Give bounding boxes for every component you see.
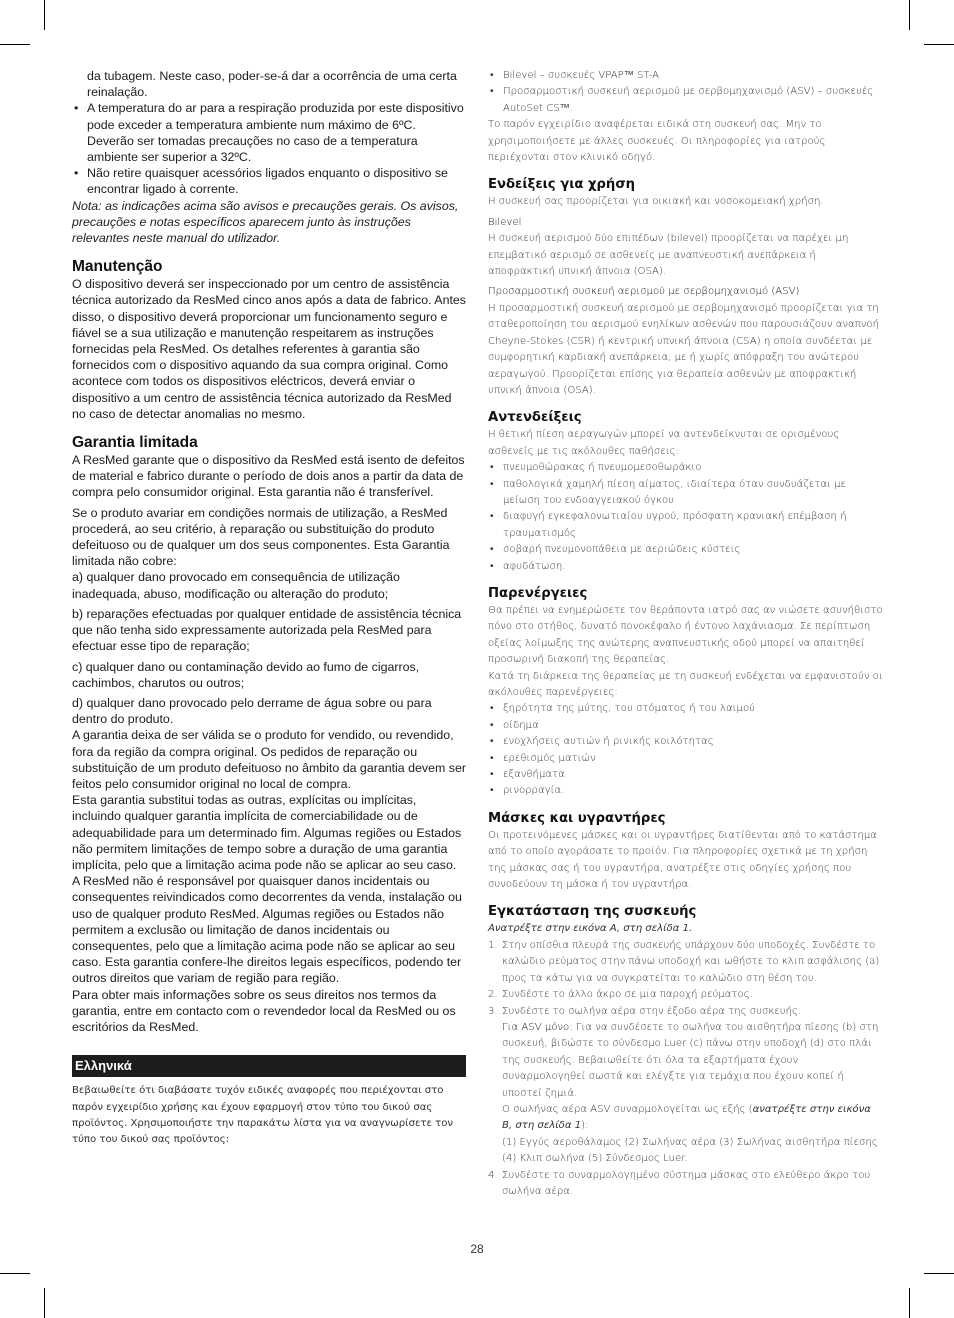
side-effects-text: Κατά τη διάρκεια της θεραπείας με τη συσκευή ενδέχεται να εμφανιστούν οι ακόλουθες παρενέργειες: (488, 670, 883, 698)
crop-mark (0, 44, 30, 45)
crop-mark (0, 1273, 30, 1274)
warranty-paragraph: A garantia deixa de ser válida se o produto for vendido, ou revendido, fora da região da compra original. Os pedidos de reparação ou substituição de um produto defeituoso no âmbito da garantia devem ser feitos pelo consumidor original no local de compra. (72, 728, 466, 791)
continued-paragraph: da tubagem. Neste caso, poder-se-á dar a ocorrência de uma certa reinalação. (87, 69, 457, 100)
device-note: Το παρόν εγχειρίδιο αναφέρεται ειδικά στη συσκευή σας. Μην το χρησιμοποιήσετε με άλλες συσκευές. Οι πληροφορίες για ιατρούς περιέχονται στον κλινικό οδηγό. (488, 119, 826, 164)
setup-step (488, 1004, 884, 1168)
step-number: 3. (488, 1005, 498, 1017)
maintenance-heading: Manutenção (72, 258, 163, 276)
greek-intro-text: Βεβαιωθείτε ότι διαβάσατε τυχόν ειδικές αναφορές που περιέχονται στο παρόν εγχειρίδιο χρήσης και έχουν εφαρμογή στον τύπο του δικού σας προϊόντος. Χρησιμοποιήστε την παρακάτω λίστα για να αναγνωρίσετε τον τύπο του δικού σας προϊόντος: (72, 1085, 454, 1146)
setup-step (488, 938, 884, 987)
list-item: • Προσαρμοστική συσκευή αερισμού με σερβομηχανισμό (ASV) – συσκευές AutoSet CS™. (488, 84, 884, 117)
side-effects-list (488, 701, 884, 799)
step-text: Στην οπίσθια πλευρά της συσκευής υπάρχουν δύο υποδοχές. Συνδέστε το καλώδιο ρεύματος στην πάνω υποδοχή και ωθήστε το κλιπ ασφάλισης (a) προς τα κάτω για να συγκρατείται το καλώδιο στη θέση του. (502, 939, 880, 984)
left-column (72, 68, 466, 1149)
crop-mark (909, 0, 910, 30)
contraindications-heading: Αντενδείξεις (488, 410, 582, 426)
list-item: • πνευμοθώρακας ή πνευμομεσοθωράκιο (488, 460, 884, 476)
bilevel-text: Η συσκευή αερισμού δύο επιπέδων (bilevel) προορίζεται να παρέχει μη επεμβατικό αερισμό σε ασθενείς με αναπνευστική ανεπάρκεια ή αποφρακτική υπνική άπνοια (OSA). (488, 233, 849, 278)
note-label: Nota: (72, 198, 102, 213)
setup-step (488, 987, 884, 1003)
step-number: 2. (488, 989, 498, 1001)
contraindications-text: Η θετική πίεση αεραγωγών μπορεί να αντενδείκνυται σε ορισμένους ασθενείς με τις ακόλουθες παθήσεις: (488, 429, 840, 457)
list-item: • ενοχλήσεις αυτιών ή ρινικής κοιλότητας (488, 734, 884, 750)
language-section-bar: Ελληνικά (72, 1055, 466, 1077)
masks-heading: Μάσκες και υγραντήρες (488, 810, 666, 826)
crop-mark (924, 44, 954, 45)
warranty-paragraph: Esta garantia substitui todas as outras, explícitas ou implícitas, incluindo qualquer garantia implícita de comerciabilidade ou de adequabilidade para um determinado fim. Algumas regiões ou Estados não permitem limitações de tempo sobre a duração de uma garantia implícita, pelo que a limitação acima pode não se aplicar ao seu caso. (72, 793, 462, 872)
crop-mark (909, 1288, 910, 1318)
asv-tube-ref: ανατρέξτε στην εικόνα B, στη σελίδα 1 (502, 1103, 871, 1132)
side-effects-heading: Παρενέργειες (488, 585, 588, 601)
step-text: Συνδέστε το σωλήνα αέρα στην έξοδο αέρα της συσκευής. (502, 1005, 802, 1017)
warranty-paragraph: c) qualquer dano ou contaminação devido ao fumo de cigarros, cachimbos, charutos ou outros; (72, 659, 420, 690)
side-effects-text: Θα πρέπει να ενημερώσετε τον θεράποντα ιατρό σας αν νιώσετε ασυνήθιστο πόνο στο στήθος, δυνατό πονοκέφαλο ή έντονο λαχάνιασμα. Σε περίπτωση οξείας λοίμωξης της ανώτερης αναπνευστικής οδού μπορεί να απαιτηθεί προσωρινή διακοπή της θεραπείας. (488, 604, 883, 666)
asv-parts-list: (1) Εγγύς αεροθάλαμος (2) Σωλήνας αέρα (3) Σωλήνας αισθητήρα πίεσης (4) Κλιπ σωλήνα (5) Σύνδεσμος Luer. (502, 1136, 878, 1165)
right-column (488, 68, 884, 1200)
page-number: 28 (470, 1242, 484, 1256)
warranty-paragraph: b) reparações efectuadas por qualquer entidade de assistência técnica que não tenha sido expressamente autorizada pela ResMed para efectuar esse tipo de reparação; (72, 606, 462, 654)
crop-mark (924, 1273, 954, 1274)
setup-step (488, 1168, 884, 1201)
list-item: • παθολογικά χαμηλή πίεση αίματος, ιδιαίτερα όταν συνδυάζεται με μείωση του ενδοαγγειακού όγκου (488, 477, 884, 510)
warranty-paragraph: Se o produto avariar em condições normais de utilização, a ResMed procederá, ao seu critério, à reparação ou substituição do produto defeituoso ou de qualquer um dos seus componentes. Esta Garantia limitada não cobre: (72, 505, 450, 569)
asv-subheading: Προσαρμοστική συσκευή αερισμού με σερβομηχανισμό (ASV) (488, 286, 800, 298)
maintenance-text: O dispositivo deverá ser inspeccionado por um centro de assistência técnica autorizado da ResMed cinco anos após a data de fabrico. Antes disso, o dispositivo deverá proporcionar um funcionamento seguro e fiável se a sua utilização e manutenção respeitarem as instruções fornecidas pela ResMed. Os detalhes referentes à garantia são fornecidos com o dispositivo aquando da sua compra original. Como acontece com todos os dispositivos eléctricos, deverá enviar o dispositivo a um centro de assistência técnica autorizado da ResMed no caso de detectar anomalias no mesmo. (72, 277, 466, 421)
warranty-paragraph: Para obter mais informações sobre os seus direitos nos termos da garantia, entre em contacto com o revendedor local da ResMed ou os escritórios da ResMed. (72, 987, 456, 1034)
masks-text: Οι προτεινόμενες μάσκες και οι υγραντήρες διατίθενται από το κατάστημα από το οποίο αγοράσατε το προϊόν. Για πληροφορίες σχετικά με τη χρήση της μάσκας σας ή του υγραντήρα, ανατρέξτε στις οδηγίες χρήσης που συνοδεύουν τη μάσκα ή τον υγραντήρα. (488, 829, 877, 891)
asv-only-note (502, 1020, 884, 1102)
asv-text: Η προσαρμοστική συσκευή αερισμού με σερβομηχανισμό προορίζεται για τη σταθεροποίηση του αερισμού ενηλίκων ασθενών που παρουσιάζουν αναπνοή Cheyne-Stokes (CSR) ή κεντρική υπνική άπνοια (CSA) η οποία συνδέεται με συμφορητική καρδιακή ανεπάρκεια, με ή χωρίς απόφραξη του ανώτερου αεραγωγού. Προορίζεται επίσης για θεραπεία ασθενών με αποφρακτική υπνική άπνοια (OSA). (488, 302, 879, 396)
step-text: Συνδέστε το άλλο άκρο σε μια παροχή ρεύματος. (502, 989, 753, 1001)
contraindications-list (488, 460, 884, 575)
device-list (488, 68, 884, 117)
warranty-paragraph: A ResMed não é responsável por quaisquer danos incidentais ou consequentes reivindicados como decorrentes da venda, instalação ou uso de qualquer produto ResMed. Algumas regiões ou Estados não permitem a exclusão ou limitação de danos incidentais ou consequentes, pelo que a limitação acima pode não se aplicar ao seu caso. Esta garantia confere-lhe direitos legais específicos, podendo ter outros direitos que variam de região para região. (72, 874, 462, 986)
list-item: • Bilevel – συσκευές VPAP™ ST-A (488, 68, 884, 84)
note (72, 198, 466, 247)
warranty-paragraph: A ResMed garante que o dispositivo da ResMed está isento de defeitos de material e fabrico durante o período de dois anos a partir da data de compra pelo consumidor original. Esta garantia não é transferível. (72, 453, 465, 500)
list-item: • οίδημα (488, 718, 884, 734)
step-number: 4. (488, 1169, 498, 1181)
list-item: • A temperatura do ar para a respiração produzida por este dispositivo pode exceder a temperatura ambiente num máximo de 6ºC. Deverão ser tomadas precauções no caso de a temperatura ambiente ser superior a 32ºC. (72, 100, 466, 165)
list-item: • ξηρότητα της μύτης, του στόματος ή του λαιμού (488, 701, 884, 717)
asv-tube-end: ): (581, 1120, 589, 1132)
list-item: • ρινορραγία. (488, 783, 884, 799)
crop-mark (44, 1288, 45, 1318)
asv-only-text: Για να συνδέσετε το σωλήνα του αισθητήρα πίεσης (b) στη συσκευή, βιδώστε το σύνδεσμο Luer (c) πάνω στην υποδοχή (d) στο πλάι της συσκευής. Βεβαιωθείτε ότι όλα τα εξαρτήματα έχουν συναρμολογηθεί σωστά και ελέγξτε για τεμάχια που έχουν κοπεί ή υποστεί ζημιά. (502, 1021, 879, 1099)
warning-list (72, 100, 466, 197)
list-item: • Não retire quaisquer acessórios ligados enquanto o dispositivo se encontrar ligado à corrente. (72, 165, 466, 197)
step-number: 1. (488, 939, 498, 951)
indications-text: Η συσκευή σας προορίζεται για οικιακή και νοσοκομειακή χρήση. (488, 196, 824, 208)
list-item: • σοβαρή πνευμονοπάθεια με αεριώδεις κύστεις (488, 542, 884, 558)
setup-heading: Εγκατάσταση της συσκευής (488, 904, 697, 920)
setup-figure-ref: Ανατρέξτε στην εικόνα A, στη σελίδα 1. (488, 923, 693, 935)
list-item: • διαφυγή εγκεφαλονωτιαίου υγρού, πρόσφατη κρανιακή επέμβαση ή τραυματισμός (488, 509, 884, 542)
bilevel-subheading: Bilevel (488, 216, 522, 228)
indications-heading: Ενδείξεις για χρήση (488, 177, 635, 193)
warranty-heading: Garantia limitada (72, 434, 198, 452)
warranty-paragraph: d) qualquer dano provocado pelo derrame de água sobre ou para dentro do produto. (72, 695, 432, 727)
warranty-paragraph: a) qualquer dano provocado em consequência de utilização inadequada, abuso, modificação ou alteração do produto; (72, 570, 400, 601)
list-item: • εξανθήματα (488, 767, 884, 783)
asv-only-label: Για ASV μόνο: (502, 1021, 573, 1033)
list-item: • αφυδάτωση. (488, 559, 884, 575)
list-item: • ερεθισμός ματιών (488, 751, 884, 767)
setup-steps (488, 938, 884, 1201)
crop-mark (44, 0, 45, 30)
step-text: Συνδέστε το συναρμολογημένο σύστημα μάσκας στο ελεύθερο άκρο του σωλήνα αέρα. (502, 1169, 871, 1197)
asv-tube-text: Ο σωλήνας αέρα ASV συναρμολογείται ως εξής ( (502, 1103, 753, 1115)
asv-tube-note (502, 1102, 884, 1135)
note-text: as indicações acima são avisos e precauções gerais. Os avisos, precauções e notas específicos aparecem junto às instruções relevantes neste manual do utilizador. (72, 198, 459, 246)
